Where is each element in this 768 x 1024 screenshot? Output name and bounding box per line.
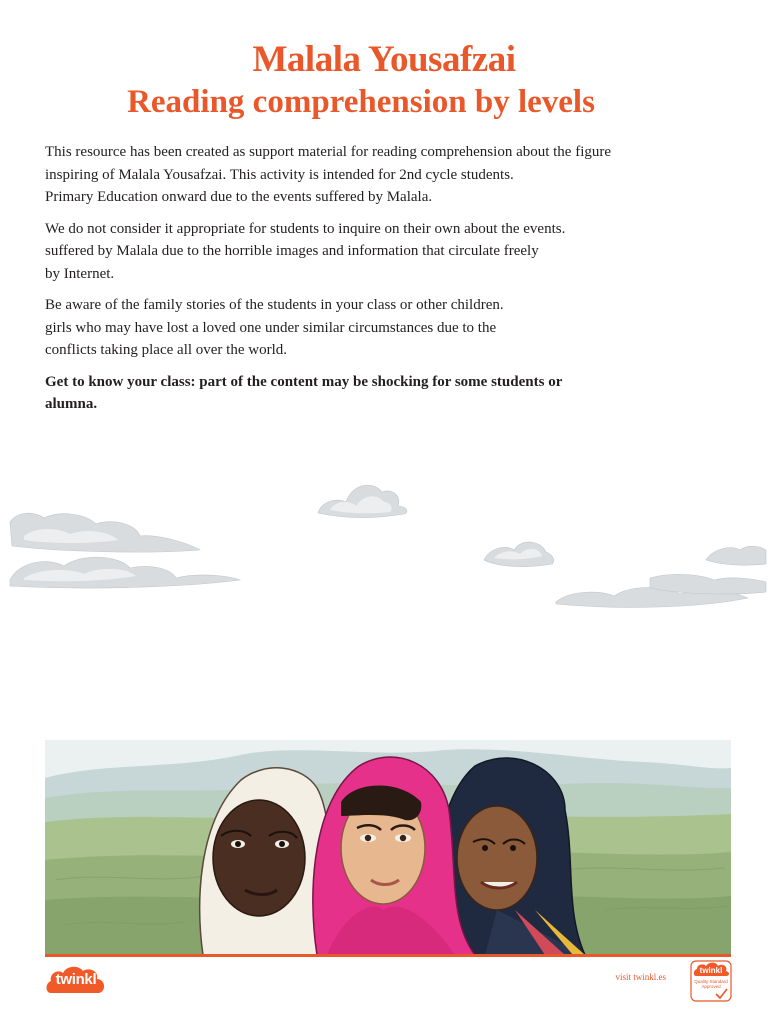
quality-standard-badge: [690, 960, 732, 1002]
paragraph-purpose: [45, 141, 735, 209]
paragraph-family-awareness: [45, 294, 735, 362]
text-line: suffered by Malala due to the horrible images and information that circulate freely: [45, 243, 539, 259]
text-line: inspiring of Malala Yousafzai. This activity is intended for 2nd cycle students.: [45, 166, 514, 183]
text-line: Get to know your class: part of the content may be shocking for some students or: [45, 373, 563, 390]
text-line: Be aware of the family stories of the students in your class or other children.: [45, 297, 504, 313]
paragraph-caution: [45, 218, 735, 286]
text-line: girls who may have lost a loved one under similar circumstances due to the: [45, 319, 497, 336]
document-title: Malala Yousafzai: [252, 39, 516, 80]
badge-brand-text: twinkl: [699, 966, 723, 975]
badge-label: Quality Standard Approved: [694, 979, 728, 989]
text-line: This resource has been created as support material for reading comprehension about the figure: [45, 144, 612, 160]
logo-text: twinkl: [55, 971, 97, 988]
text-line: Primary Education onward due to the events suffered by Malala.: [45, 189, 433, 205]
document-subtitle: Reading comprehension by levels: [127, 84, 595, 120]
text-line: by Internet.: [45, 265, 115, 282]
text-line: alumna.: [45, 396, 98, 412]
clouds-illustration: [0, 440, 768, 620]
footer-divider: [45, 954, 731, 957]
girls-landscape-illustration: [45, 740, 731, 955]
intro-text: [45, 141, 735, 425]
paragraph-warning: [45, 371, 735, 416]
visit-link[interactable]: visit twinkl.es: [615, 972, 666, 982]
text-line: We do not consider it appropriate for students to inquire on their own about the events.: [45, 220, 566, 237]
text-line: conflicts taking place all over the world.: [45, 342, 287, 358]
twinkl-logo[interactable]: [45, 963, 107, 997]
